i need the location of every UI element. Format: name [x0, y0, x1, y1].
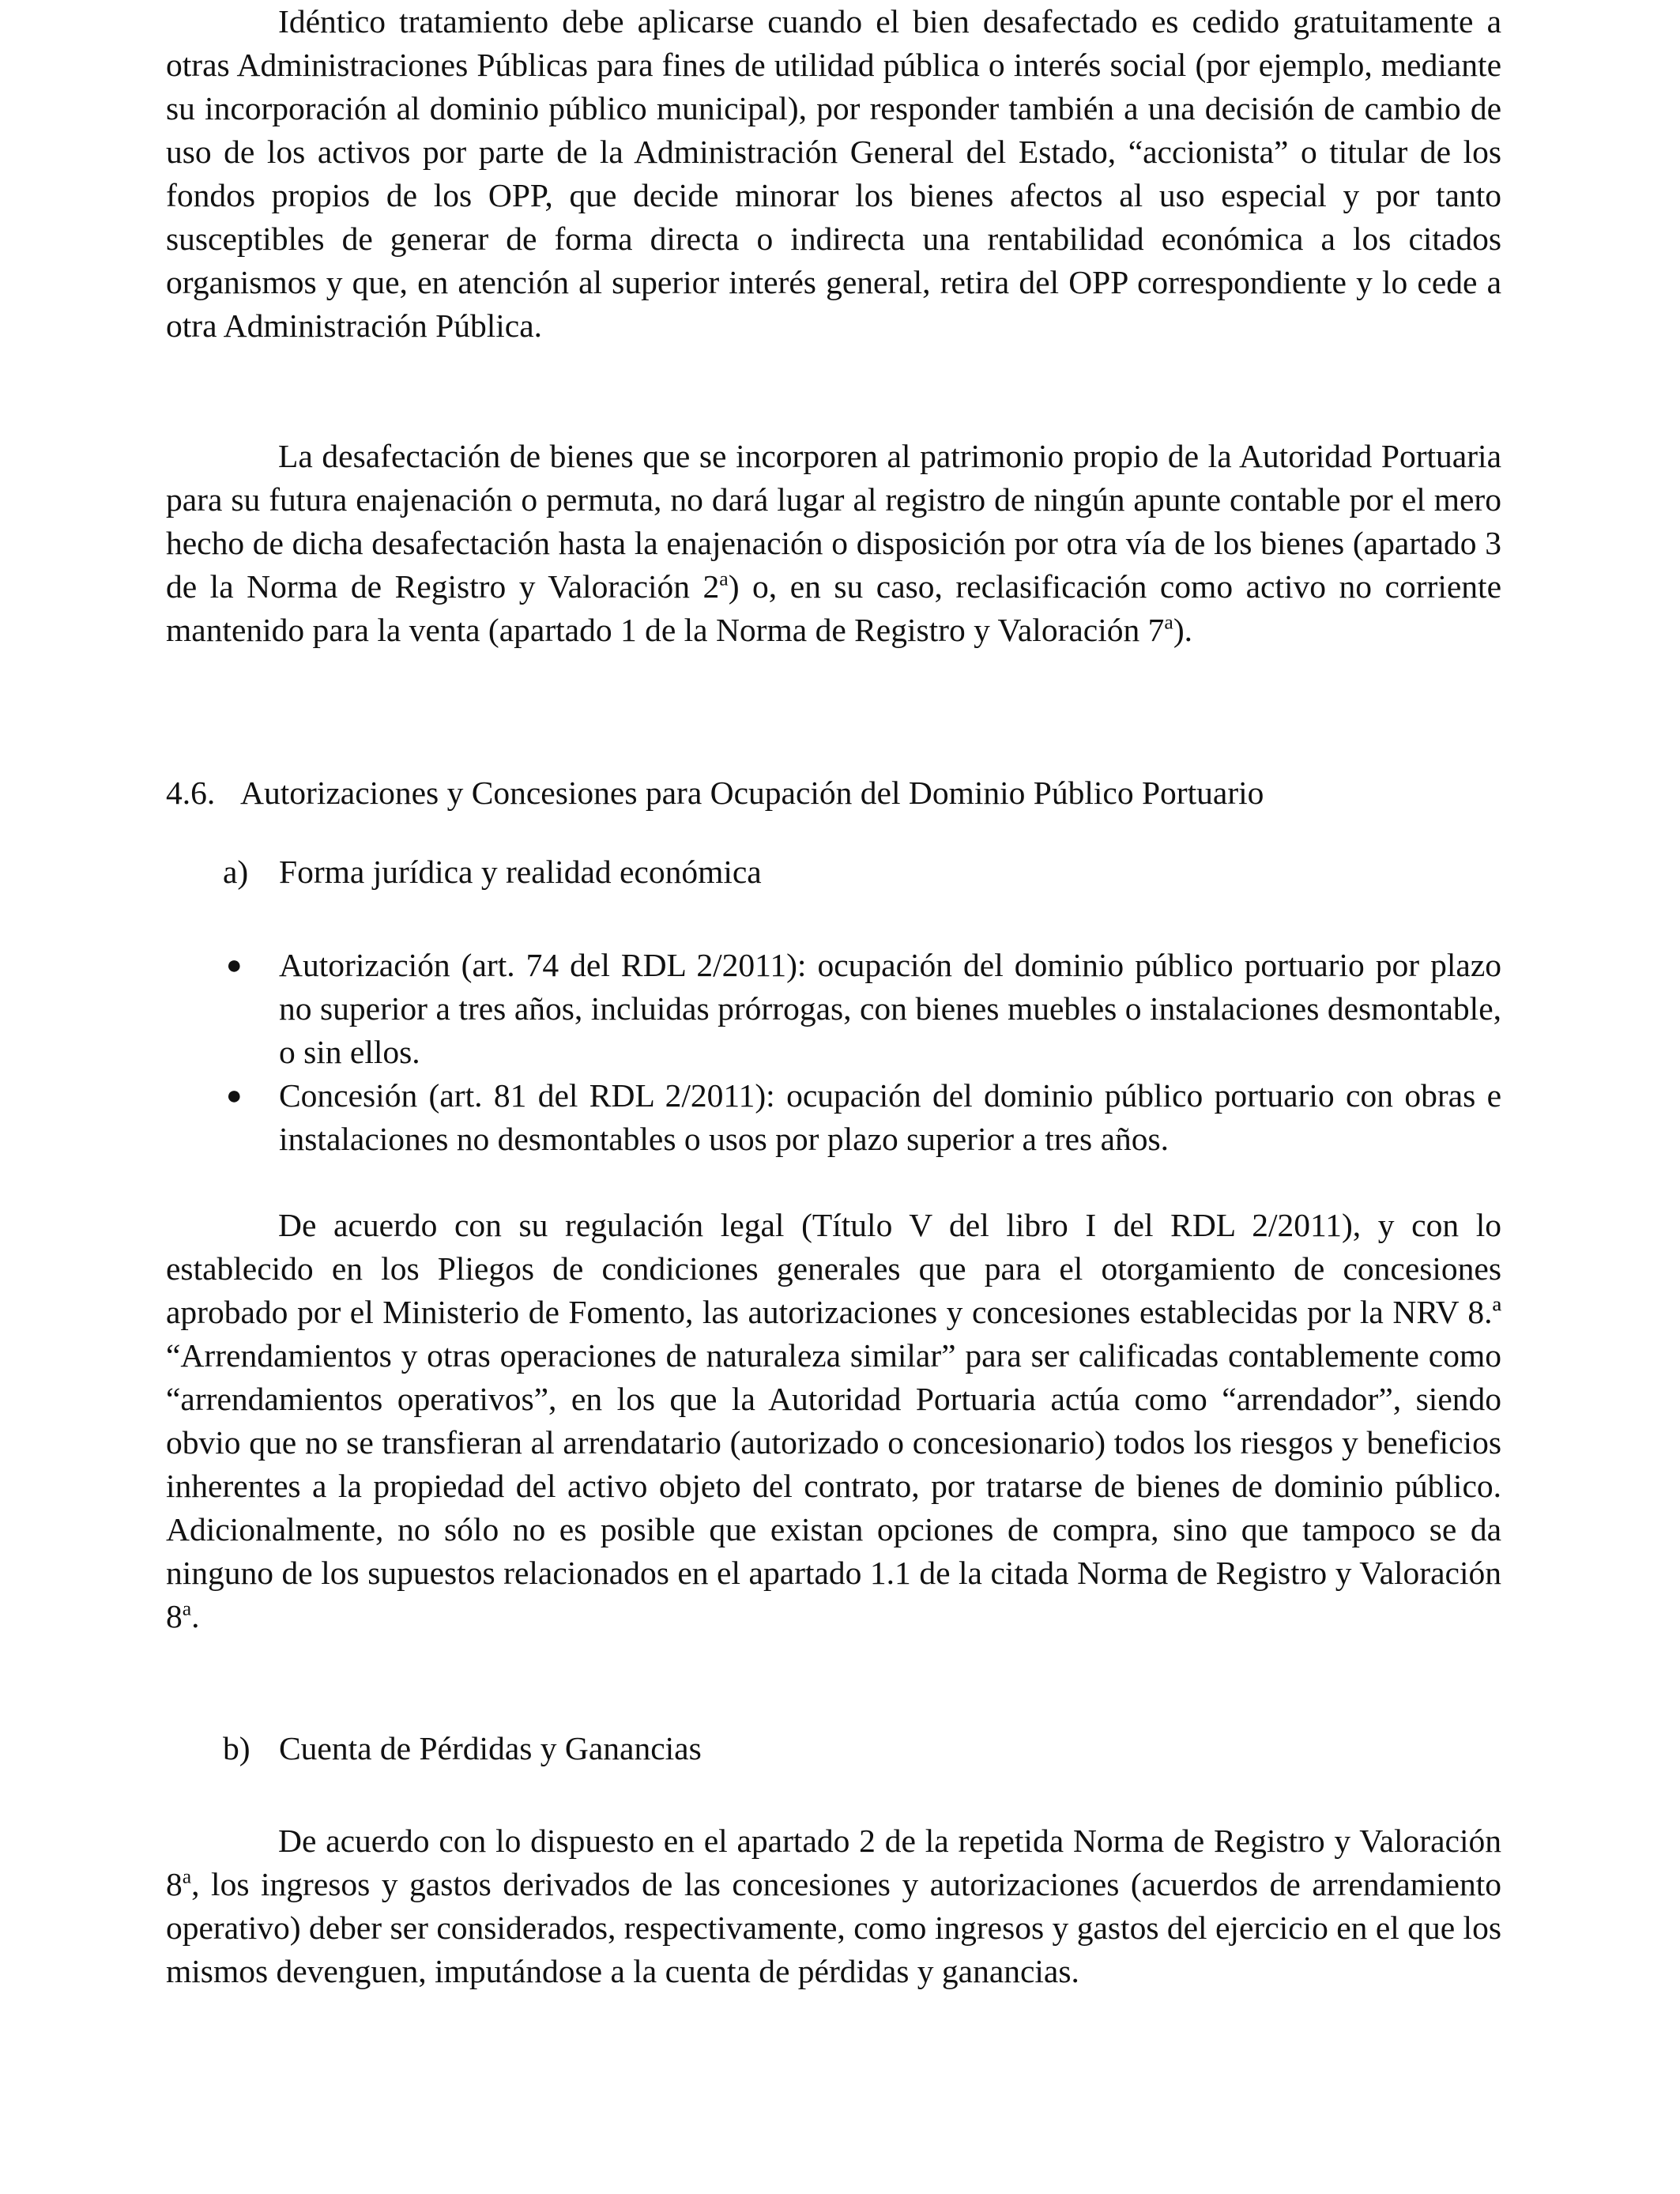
paragraph-cesion-gratuita: [166, 0, 1501, 348]
section-number: 4.6.: [166, 775, 216, 811]
paragraph-text: , los ingresos y gastos derivados de las concesiones y autorizaciones (acuerdos de arrendamiento operativo) deber ser considerados, respectivamente, como ingresos y gastos del ejercicio en el que los mismos devenguen, imputándose a la cuenta de pérdidas y ganancias.: [166, 1866, 1501, 1989]
bullet-list: [223, 944, 1501, 1161]
list-item-text: Autorización (art. 74 del RDL 2/2011): ocupación del dominio público portuario por plazo no superior a tres años, incluidas prórrogas, con bienes muebles o instalaciones desmontable, o sin ellos.: [279, 947, 1501, 1070]
paragraph-ingresos-gastos: [166, 1819, 1501, 1993]
section-heading: [166, 771, 1509, 815]
superscript: a: [182, 1596, 192, 1620]
paragraph-text: ).: [1173, 612, 1193, 648]
list-item-concesion: [223, 1074, 1501, 1161]
superscript: a: [1164, 610, 1173, 634]
section-title: Autorizaciones y Concesiones para Ocupación del Dominio Público Portuario: [240, 775, 1264, 811]
subsection-title: Cuenta de Pérdidas y Ganancias: [279, 1730, 702, 1766]
paragraph-text: La desafectación de bienes que se incorporen al patrimonio propio de la Autoridad Portuaria para su futura enajenación o permuta, no dará lugar al registro de ningún apunte contable por el mero hecho de dicha desafectación hasta la enajenación o disposición por otra vía de los bienes (apartado 3 de la Norma de Registro y Valoración 2: [166, 438, 1501, 605]
paragraph-text: .: [191, 1598, 200, 1634]
subsection-heading-b: [223, 1727, 1408, 1770]
subsection-title: Forma jurídica y realidad económica: [279, 854, 762, 890]
subsection-heading-a: [223, 850, 1408, 894]
paragraph-text: ) o, en su caso, reclasificación como activo no corriente mantenido para la venta (apartado 1 de la Norma de Registro y Valoración 7: [166, 568, 1501, 648]
subsection-letter: b): [223, 1730, 250, 1766]
paragraph-text: De acuerdo con lo dispuesto en el apartado 2 de la repetida Norma de Registro y Valoración 8: [166, 1823, 1501, 1902]
paragraph-text: De acuerdo con su regulación legal (Título V del libro I del RDL 2/2011), y con lo establecido en los Pliegos de condiciones generales que para el otorgamiento de concesiones aprobado por el Ministerio de Fomento, las autorizaciones y concesiones establecidas por la NRV 8.ª “Arrendamientos y otras operaciones de naturaleza similar” para ser calificadas contablemente como “arrendamientos operativos”, en los que la Autoridad Portuaria actúa como “arrendador”, siendo obvio que no se transfieran al arrendatario (autorizado o concesionario) todos los riesgos y beneficios inherentes a la propiedad del activo objeto del contrato, por tratarse de bienes de dominio público. Adicionalmente, no sólo no es posible que existan opciones de compra, sino que tampoco se da ninguno de los supuestos relacionados en el apartado 1.1 de la citada Norma de Registro y Valoración 8: [166, 1207, 1501, 1634]
bullet-icon: ●: [226, 1081, 243, 1110]
list-item-autorizacion: [223, 944, 1501, 1074]
subsection-letter: a): [223, 854, 249, 890]
paragraph-regulacion-legal: [166, 1204, 1501, 1638]
paragraph-text: Idéntico tratamiento debe aplicarse cuando el bien desafectado es cedido gratuitamente a otras Administraciones Públicas para fines de utilidad pública o interés social (por ejemplo, mediante su incorporación al dominio público municipal), por responder también a una decisión de cambio de uso de los activos por parte de la Administración General del Estado, “accionista” o titular de los fondos propios de los OPP, que decide minorar los bienes afectos al uso especial y por tanto susceptibles de generar de forma directa o indirecta una rentabilidad económica a los citados organismos y que, en atención al superior interés general, retira del OPP correspondiente y lo cede a otra Administración Pública.: [166, 3, 1501, 344]
superscript: a: [719, 567, 729, 590]
superscript: a: [182, 1864, 192, 1888]
paragraph-desafectacion: [166, 435, 1501, 652]
list-item-text: Concesión (art. 81 del RDL 2/2011): ocupación del dominio público portuario con obras e instalaciones no desmontables o usos por plazo superior a tres años.: [279, 1077, 1501, 1157]
bullet-icon: ●: [226, 951, 243, 980]
